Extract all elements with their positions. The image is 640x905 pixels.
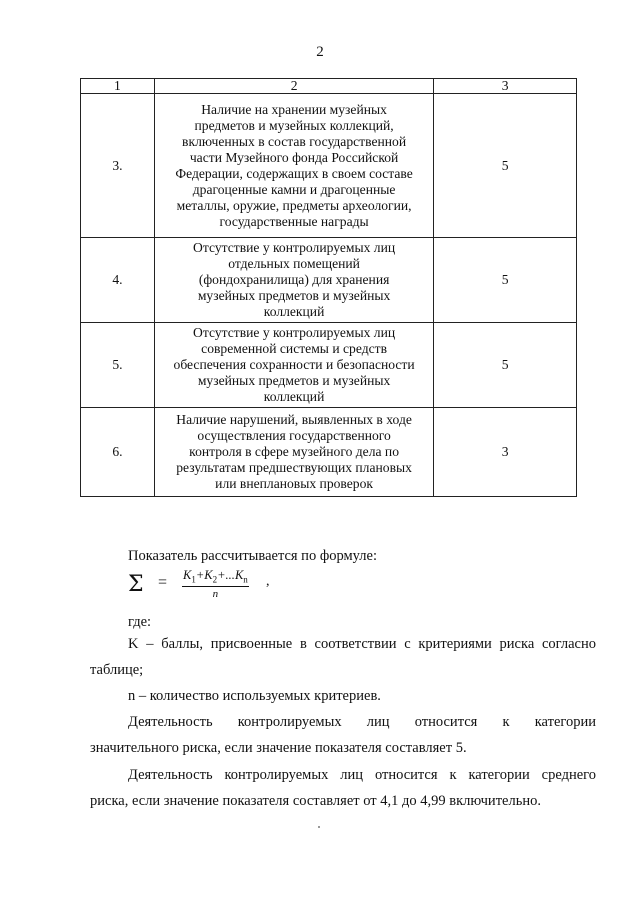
row-number: 6. (81, 408, 155, 497)
scan-artifact-dot (318, 826, 320, 828)
where-label: где: (128, 614, 152, 630)
k-definition-line1: K – баллы, присвоенные в соответствии с критериями риска согласно (128, 636, 596, 652)
table-header-cell: 3 (434, 79, 577, 94)
significant-risk-line1: Деятельность контролируемых лиц относится к категории (128, 714, 596, 730)
formula-fraction (182, 568, 249, 601)
table-row (81, 408, 577, 497)
row-number: 5. (81, 323, 155, 408)
criterion-text: Отсутствие у контролируемых лиц современной системы и средств обеспечения сохранности и безопасности музейных предметов и музейных коллекций (154, 323, 434, 408)
criterion-score: 5 (434, 238, 577, 323)
medium-risk-line2: риска, если значение показателя составляет от 4,1 до 4,99 включительно. (90, 793, 541, 809)
table-row (81, 94, 577, 238)
table-header-row (81, 79, 577, 94)
risk-criteria-table (80, 78, 577, 497)
row-number: 3. (81, 94, 155, 238)
criterion-text: Наличие нарушений, выявленных в ходе осуществления государственного контроля в сфере музейного дела по результатам предшествующих плановых или внеплановых проверок (154, 408, 434, 497)
table-header-cell: 1 (81, 79, 155, 94)
criterion-text: Наличие на хранении музейных предметов и музейных коллекций, включенных в состав государственной части Музейного фонда Российской Федерации, содержащих в своем составе драгоценные камни и драгоценные металлы, оружие, предметы археологии, государственные награды (154, 94, 434, 238)
criterion-score: 5 (434, 94, 577, 238)
row-number: 4. (81, 238, 155, 323)
formula-numerator: $K_1+K_2+...K_n$ (183, 568, 248, 585)
criterion-score: 5 (434, 323, 577, 408)
k-definition-line2: таблице; (90, 662, 144, 678)
formula-comma: , (266, 574, 270, 589)
page-number: 2 (316, 44, 324, 60)
formula-denominator: n (212, 587, 219, 600)
sigma-symbol: Σ (128, 572, 144, 597)
n-definition: n – количество используемых критериев. (128, 688, 381, 704)
table-header-cell: 2 (154, 79, 434, 94)
equals-sign: = (158, 574, 168, 591)
formula-intro: Показатель рассчитывается по формуле: (128, 548, 377, 564)
table-row (81, 238, 577, 323)
criterion-text: Отсутствие у контролируемых лиц отдельных помещений (фондохранилища) для хранения музейных предметов и музейных коллекций (154, 238, 434, 323)
criterion-score: 3 (434, 408, 577, 497)
medium-risk-line1: Деятельность контролируемых лиц относится к категории среднего (128, 767, 596, 783)
significant-risk-line2: значительного риска, если значение показателя составляет 5. (90, 740, 467, 756)
table-row (81, 323, 577, 408)
